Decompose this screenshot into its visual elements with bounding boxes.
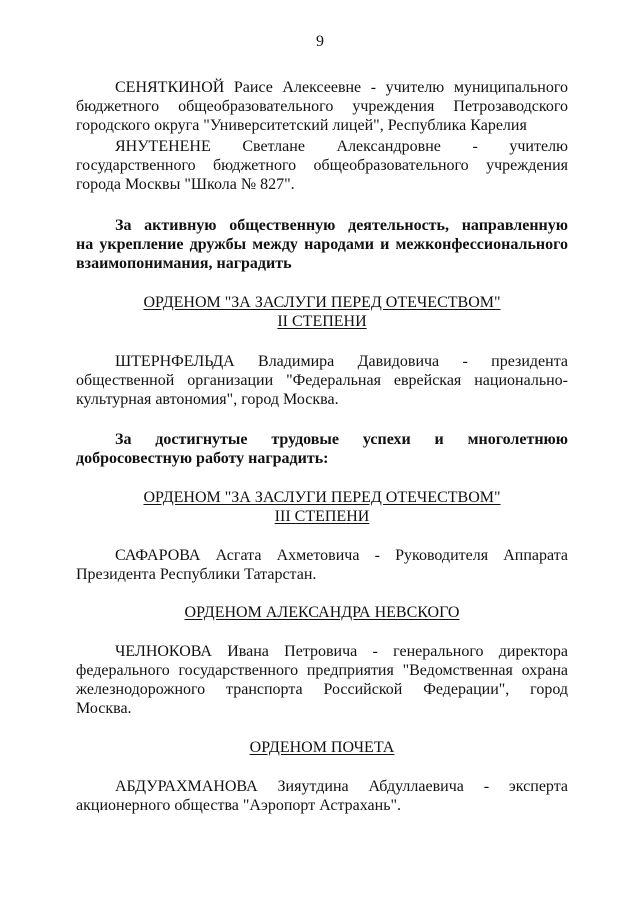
award-reason-heading: За достигнутые трудовые успехи и многолетнюю [115, 431, 568, 448]
award-recipient-line: культурная автономия", город Москва. [76, 391, 339, 408]
award-recipient-line: города Москвы "Школа № 827". [76, 176, 295, 193]
order-title [70, 488, 574, 507]
award-recipient-line: Москва. [76, 700, 132, 717]
order-title-text: ОРДЕНОМ "ЗА ЗАСЛУГИ ПЕРЕД ОТЕЧЕСТВОМ" [143, 294, 501, 311]
award-recipient-line: железнодорожного транспорта Российской Федерации", город [76, 681, 568, 698]
award-recipient-line: ШТЕРНФЕЛЬДА Владимира Давидовича - президента [115, 353, 568, 370]
order-degree-text: III СТЕПЕНИ [274, 508, 370, 525]
order-title-text: ОРДЕНОМ ПОЧЕТА [249, 739, 395, 756]
order-title [70, 293, 574, 312]
order-title-text: ОРДЕНОМ АЛЕКСАНДРА НЕВСКОГО [184, 604, 460, 621]
award-reason-heading: добросовестную работу наградить: [76, 450, 329, 467]
award-recipient-line: Президента Республики Татарстан. [76, 566, 317, 583]
order-title [70, 738, 574, 757]
award-recipient-line: ЯНУТЕНЕНЕ Светлане Александровне - учителю [115, 138, 568, 155]
award-recipient-line: федерального государственного предприятия "Ведомственная охрана [76, 662, 568, 679]
award-reason-heading: на укрепление дружбы между народами и межконфессионального [76, 236, 568, 253]
award-recipient-line: акционерного общества "Аэропорт Астрахань". [76, 797, 402, 814]
award-recipient-line: САФАРОВА Асгата Ахметовича - Руководителя Аппарата [115, 547, 568, 564]
award-recipient-line: общественной организации "Федеральная еврейская национально- [76, 372, 568, 389]
award-recipient-line: ЧЕЛНОКОВА Ивана Петровича - генерального директора [115, 643, 568, 660]
order-degree [70, 507, 574, 526]
award-reason-heading: За активную общественную деятельность, направленную [115, 217, 568, 234]
award-recipient-line: государственного бюджетного общеобразовательного учреждения [76, 157, 568, 174]
award-recipient-line: бюджетного общеобразовательного учреждения Петрозаводского [76, 98, 568, 115]
order-title [70, 603, 574, 622]
order-title-text: ОРДЕНОМ "ЗА ЗАСЛУГИ ПЕРЕД ОТЕЧЕСТВОМ" [143, 489, 501, 506]
award-recipient-line: АБДУРАХМАНОВА Зияутдина Абдуллаевича - эксперта [115, 778, 568, 795]
award-recipient-line: СЕНЯТКИНОЙ Раисе Алексеевне - учителю муниципального [115, 79, 568, 96]
award-reason-heading: взаимопонимания, наградить [76, 255, 292, 272]
order-degree [70, 312, 574, 331]
order-degree-text: II СТЕПЕНИ [277, 313, 367, 330]
page-number: 9 [316, 33, 324, 50]
award-recipient-line: городского округа "Университетский лицей", Республика Карелия [76, 117, 527, 134]
